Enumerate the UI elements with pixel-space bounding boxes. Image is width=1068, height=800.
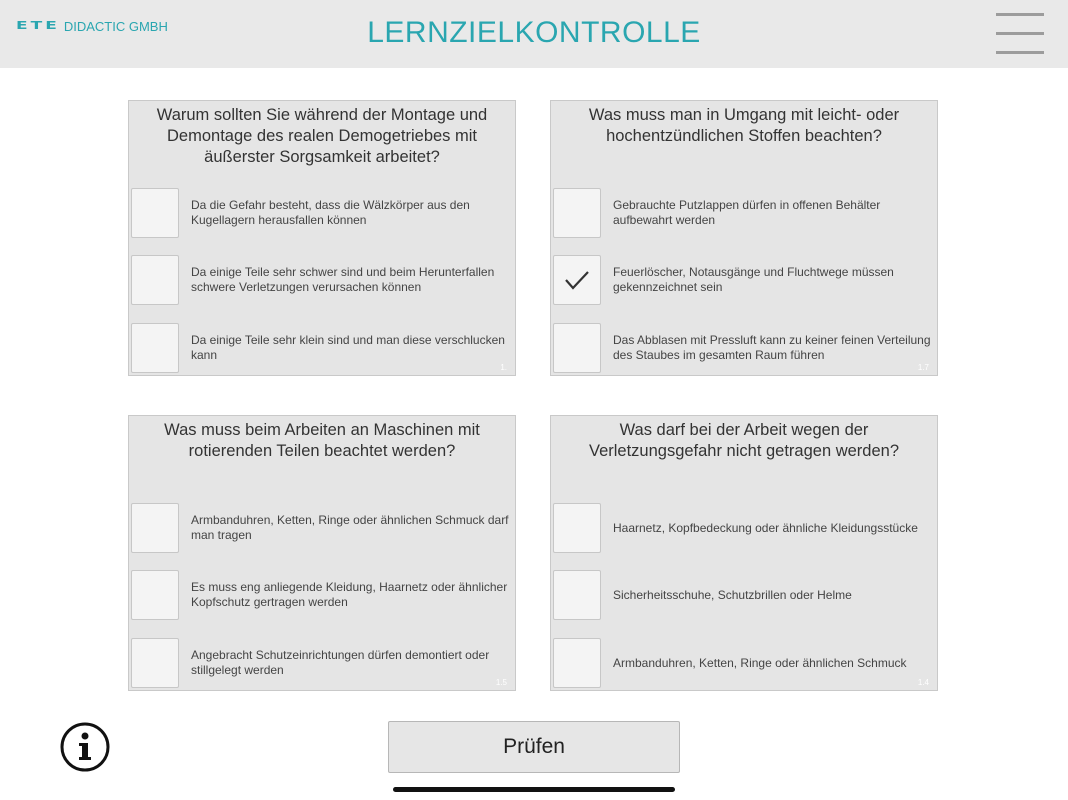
- answer-checkbox[interactable]: [131, 255, 179, 305]
- app-header: [0, 0, 1068, 68]
- check-button[interactable]: Prüfen: [388, 721, 680, 773]
- checkmark-icon: [564, 269, 590, 291]
- question-text: Was muss beim Arbeiten an Maschinen mit rotierenden Teilen beachtet werden?: [164, 421, 480, 460]
- answer-label: Da einige Teile sehr klein sind und man diese verschlucken kann: [191, 333, 505, 362]
- answer-checkbox[interactable]: [553, 503, 601, 553]
- card-number: 1.5: [495, 678, 507, 687]
- question-text: Was darf bei der Arbeit wegen der Verletzungsgefahr nicht getragen werden?: [588, 421, 900, 460]
- answer-option[interactable]: [553, 254, 933, 306]
- question-card-1: [128, 100, 516, 376]
- answer-checkbox-checked[interactable]: [553, 255, 601, 305]
- logo-mark: ETE: [16, 20, 60, 32]
- question-card-4: [550, 415, 938, 691]
- answer-checkbox[interactable]: [553, 323, 601, 373]
- answer-option[interactable]: [131, 187, 511, 239]
- answer-checkbox[interactable]: [553, 570, 601, 620]
- card-number: 1.4: [917, 678, 929, 687]
- hamburger-menu-icon[interactable]: [996, 13, 1044, 55]
- answer-option[interactable]: [131, 637, 511, 689]
- answer-label: Das Abblasen mit Pressluft kann zu keiner feinen Verteilung des Staubes im gesamten Raum führen: [613, 333, 931, 362]
- answer-checkbox[interactable]: [131, 188, 179, 238]
- answer-option[interactable]: [553, 322, 933, 374]
- answer-label: Gebrauchte Putzlappen dürfen in offenen Behälter aufbewahrt werden: [613, 198, 881, 227]
- answer-checkbox[interactable]: [553, 188, 601, 238]
- answer-label: Angebracht Schutzeinrichtungen dürfen demontiert oder stillgelegt werden: [191, 648, 490, 677]
- logo-text: DIDACTIC GMBH: [63, 18, 168, 34]
- answer-checkbox[interactable]: [131, 638, 179, 688]
- answer-checkbox[interactable]: [131, 323, 179, 373]
- answer-checkbox[interactable]: [553, 638, 601, 688]
- answer-option[interactable]: [553, 637, 933, 689]
- question-card-2: [550, 100, 938, 376]
- answer-checkbox[interactable]: [131, 570, 179, 620]
- answer-label: Da einige Teile sehr schwer sind und beim Herunterfallen schwere Verletzungen verursachen können: [191, 265, 495, 294]
- question-text: Was muss man in Umgang mit leicht- oder hochentzündlichen Stoffen beachten?: [588, 106, 900, 145]
- answer-label: Da die Gefahr besteht, dass die Wälzkörper aus den Kugellagern herausfallen können: [191, 198, 470, 227]
- answer-label: Feuerlöscher, Notausgänge und Fluchtwege müssen gekennzeichnet sein: [613, 265, 894, 294]
- answer-option[interactable]: [553, 569, 933, 621]
- answer-option[interactable]: [131, 502, 511, 554]
- answer-option[interactable]: [553, 187, 933, 239]
- page-title: LERNZIELKONTROLLE: [367, 16, 701, 49]
- info-icon[interactable]: [60, 722, 110, 772]
- question-card-3: [128, 415, 516, 691]
- answer-option[interactable]: [131, 322, 511, 374]
- question-text: Warum sollten Sie während der Montage und Demontage des realen Demogetriebes mit äußerster Sorgsamkeit arbeitet?: [156, 106, 488, 166]
- answer-label: Armbanduhren, Ketten, Ringe oder ähnlichen Schmuck darf man tragen: [191, 513, 509, 542]
- answer-option[interactable]: [131, 254, 511, 306]
- answer-option[interactable]: [553, 502, 933, 554]
- answer-label: Armbanduhren, Ketten, Ringe oder ähnlichen Schmuck: [613, 655, 907, 670]
- answer-option[interactable]: [131, 569, 511, 621]
- answer-label: Haarnetz, Kopfbedeckung oder ähnliche Kleidungsstücke: [613, 520, 918, 535]
- answer-checkbox[interactable]: [131, 503, 179, 553]
- card-number: 1.7: [917, 363, 929, 372]
- answer-label: Es muss eng anliegende Kleidung, Haarnetz oder ähnlicher Kopfschutz gertragen werden: [191, 580, 508, 609]
- answer-label: Sicherheitsschuhe, Schutzbrillen oder Helme: [613, 587, 852, 602]
- home-indicator[interactable]: [393, 787, 675, 792]
- card-number: 1.: [500, 363, 507, 372]
